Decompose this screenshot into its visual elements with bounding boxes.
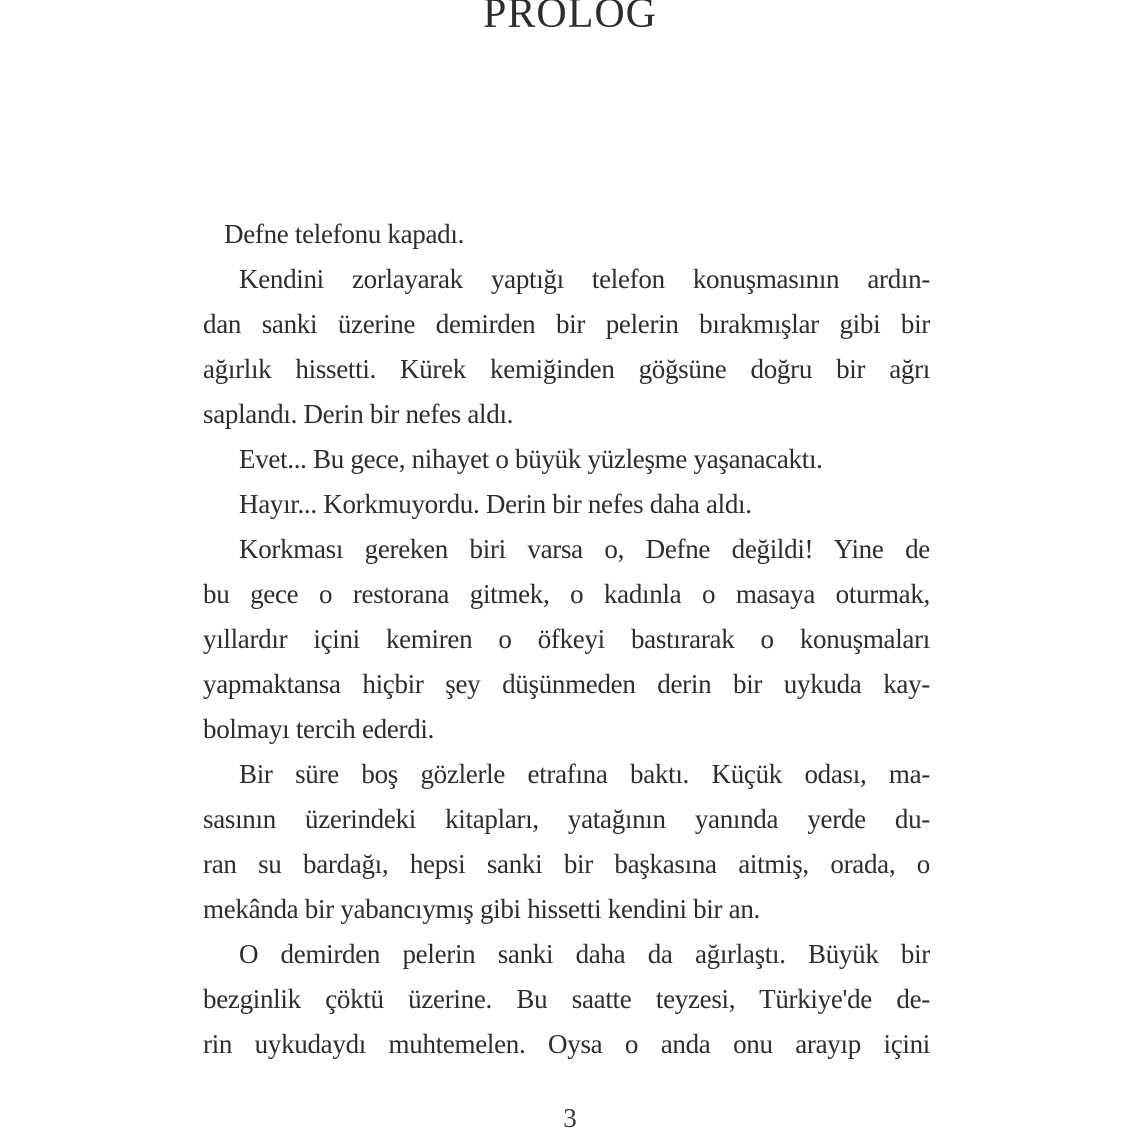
body-line: ağırlık hissetti. Kürek kemiğinden göğsüne doğru bir ağrı bbox=[203, 354, 930, 384]
body-line: saplandı. Derin bir nefes aldı. bbox=[203, 399, 514, 429]
page-number: 3 bbox=[563, 1103, 577, 1133]
body-line: sasının üzerindeki kitapları, yatağının yanında yerde du- bbox=[203, 804, 930, 834]
chapter-title: PROLOG bbox=[482, 0, 658, 37]
body-line: rin uykudaydı muhtemelen. Oysa o anda onu arayıp içini bbox=[203, 1029, 930, 1059]
body-line: bolmayı tercih ederdi. bbox=[203, 714, 435, 744]
body-line: Kendini zorlayarak yaptığı telefon konuşmasının ardın- bbox=[239, 264, 930, 294]
body-line: Korkması gereken biri varsa o, Defne değildi! Yine de bbox=[239, 534, 930, 564]
body-line: yapmaktansa hiçbir şey düşünmeden derin bir uykuda kay- bbox=[203, 669, 930, 699]
body-line: mekânda bir yabancıymış gibi hissetti kendini bir an. bbox=[203, 894, 760, 924]
body-line: yıllardır içini kemiren o öfkeyi bastırarak o konuşmaları bbox=[203, 624, 930, 654]
body-line: Hayır... Korkmuyordu. Derin bir nefes daha aldı. bbox=[239, 489, 752, 519]
body-line: ran su bardağı, hepsi sanki bir başkasına aitmiş, orada, o bbox=[203, 849, 930, 879]
body-line: Evet... Bu gece, nihayet o büyük yüzleşme yaşanacaktı. bbox=[239, 444, 823, 474]
body-line: bezginlik çöktü üzerine. Bu saatte teyzesi, Türkiye'de de- bbox=[203, 984, 930, 1014]
body-line: dan sanki üzerine demirden bir pelerin bırakmışlar gibi bir bbox=[203, 309, 930, 339]
body-line: O demirden pelerin sanki daha da ağırlaştı. Büyük bir bbox=[239, 939, 930, 969]
body-line: Bir süre boş gözlerle etrafına baktı. Küçük odası, ma- bbox=[239, 759, 930, 789]
body-line: Defne telefonu kapadı. bbox=[224, 219, 465, 249]
body-lines bbox=[203, 212, 930, 1067]
body-line: bu gece o restorana gitmek, o kadınla o masaya oturmak, bbox=[203, 579, 930, 609]
